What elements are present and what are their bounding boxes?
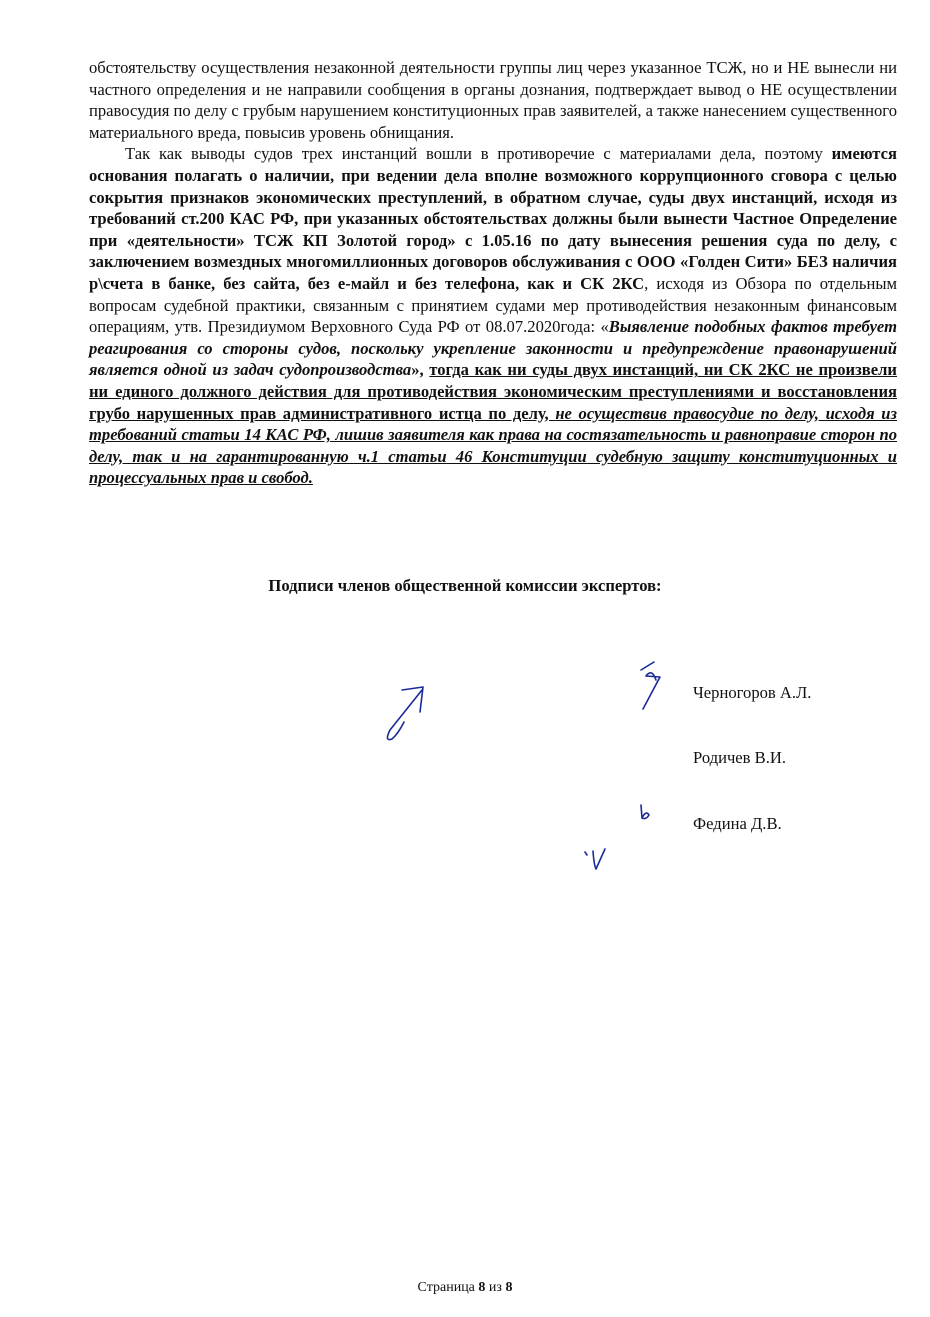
- paragraph-2: [89, 143, 897, 489]
- paragraph-2-underlined-italic: не осуществив правосудие по делу, исходя из требований статьи 14 КАС РФ, лишив заявителя как права на состязательность и равноправие сторон по делу, так и на гарантированную ч.1 статьи 46 Конституции судебную защиту конституционных и процессуальных прав и свобод.: [89, 403, 897, 488]
- paragraph-2-bold-claim: имеются основания полагать о наличии, при ведении дела вполне возможного коррупционного сговора с целью сокрытия признаков экономических преступлений, в обратном случае, суды двух инстанций, исходя из требований ст.200 КАС РФ, при указанных обстоятельствах должны были вынести Частное Определение при «деятельности» ТСЖ КП Золотой город» с 1.05.16 по дату вынесения решения суда по делу, с заключением возмездных многомиллионных договоров обслуживания с ООО «Голден Сити» БЕЗ наличия р\счета в банке, без сайта, без е-майл и без телефона, как и СК 2КС: [89, 144, 897, 293]
- paragraph-1-text: обстоятельству осуществления незаконной деятельности группы лиц через указанное ТСЖ, но и НЕ вынесли ни частного определения и не направили сообщения в органы дознания, подтверждает вывод о НЕ осуществлении правосудия по делу с грубым нарушением конституционных прав заявителей, а также нанесением существенного материального вреда, повысив уровень обнищания.: [89, 58, 897, 142]
- page-footer: [0, 1280, 930, 1296]
- member-name-1: Черногоров А.Л.: [693, 683, 812, 702]
- paragraph-2-quote: Выявление подобных фактов требует реагирования со стороны судов, поскольку укрепление законности и предупреждение правонарушений является одной из задач судопроизводства: [89, 317, 897, 380]
- paragraph-2-intro: Так как выводы судов трех инстанций вошли в противоречие с материалами дела, поэтому: [125, 144, 832, 164]
- signatures-heading: Подписи членов общественной комиссии экспертов:: [268, 576, 662, 595]
- signature-mark-chernogorov: [641, 662, 660, 709]
- signature-mark-fedina: [585, 805, 649, 869]
- footer-total-pages: 8: [505, 1280, 513, 1295]
- paragraph-2-review-reference: , исходя из Обзора по отдельным вопросам судебной практики, связанным с принятием судами мер противодействия незаконным финансовым операциям, утв. Президиумом Верховного Суда РФ от 08.07.2020года: «: [89, 273, 898, 337]
- paragraph-1: [89, 57, 897, 143]
- body-text: [89, 57, 897, 489]
- member-name-3: Федина Д.В.: [693, 814, 782, 833]
- footer-prefix: Страница: [417, 1280, 479, 1295]
- paragraph-2-underlined: тогда как ни суды двух инстанций, ни СК 2КС не произвели ни единого должного действия для противодействия экономическим преступлениями и восстановления грубо нарушенных прав административного истца по делу,: [89, 360, 897, 423]
- signature-mark-left: [387, 687, 423, 740]
- member-name-2: Родичев В.И.: [693, 748, 786, 767]
- footer-middle: из: [485, 1280, 506, 1295]
- footer-current-page: 8: [478, 1280, 486, 1295]
- paragraph-2-quote-close: »,: [411, 360, 430, 380]
